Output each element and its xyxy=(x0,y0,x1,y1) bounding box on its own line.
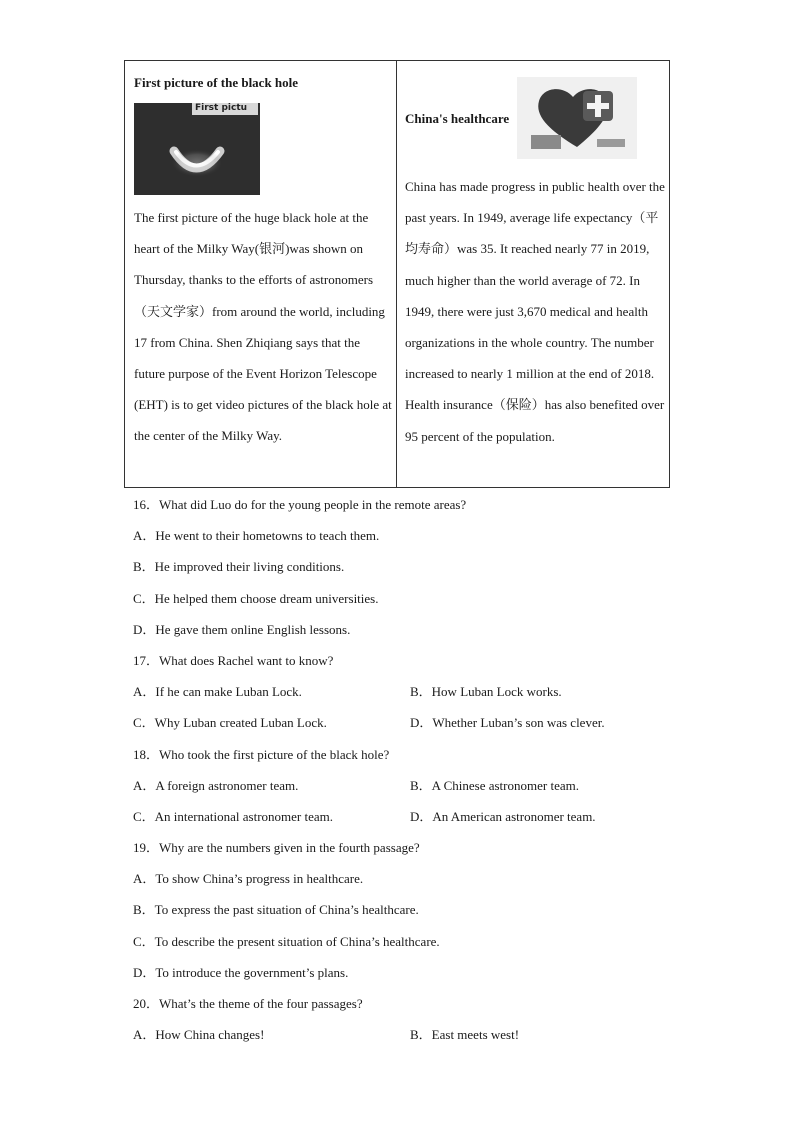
answer-row xyxy=(133,1019,673,1050)
answer-row xyxy=(133,801,673,832)
answer-option[interactable] xyxy=(133,520,673,551)
passage-body: China has made progress in public health over the past years. In 1949, average life expectancy（平均寿命）was 35. It reached nearly 77 in 2019, much higher than the world average of 72. In 1949, there were just 3,670 medical and health organizations in the whole country. The number increased to nearly 1 million at the end of 2018. Health insurance（保险）has also benefited over 95 percent of the population. xyxy=(405,179,665,444)
question-stem: 19．Why are the numbers given in the fourth passage? xyxy=(133,840,420,856)
answer-option[interactable] xyxy=(133,863,673,894)
answer-option[interactable] xyxy=(133,957,673,988)
option-c[interactable]: C．To describe the present situation of China’s healthcare. xyxy=(133,933,440,949)
option-a[interactable]: A．If he can make Luban Lock. xyxy=(133,684,302,700)
option-b[interactable]: B．He improved their living conditions. xyxy=(133,559,345,575)
option-b[interactable]: B．A Chinese astronomer team. xyxy=(410,777,579,793)
passages-table xyxy=(124,60,670,488)
option-d[interactable]: D．To introduce the government’s plans. xyxy=(133,964,349,980)
option-d[interactable]: D．An American astronomer team. xyxy=(410,808,596,824)
passage-cell-black-hole xyxy=(125,61,397,487)
passage-cell-healthcare xyxy=(397,61,669,487)
passage-body: The first picture of the huge black hole at the heart of the Milky Way(银河)was shown on Thursday, thanks to the efforts of astronomers（天文学家）from around the world, including 17 from China. Shen Zhiqiang says that the future purpose of the Event Horizon Telescope (EHT) is to get video pictures of the black hole at the center of the Milky Way. xyxy=(134,210,392,444)
answer-option[interactable] xyxy=(133,926,673,957)
image-caption: First pictu xyxy=(192,103,258,115)
option-c[interactable]: C．He helped them choose dream universities. xyxy=(133,590,379,606)
option-a[interactable]: A．A foreign astronomer team. xyxy=(133,777,299,793)
question-stem: 18．Who took the first picture of the black hole? xyxy=(133,746,390,762)
option-d[interactable]: D．Whether Luban’s son was clever. xyxy=(410,715,605,731)
option-b[interactable]: B．How Luban Lock works. xyxy=(410,684,562,700)
option-b[interactable]: B．To express the past situation of China’s healthcare. xyxy=(133,902,419,918)
option-d[interactable]: D．He gave them online English lessons. xyxy=(133,621,351,637)
answer-row xyxy=(133,676,673,707)
answer-option[interactable] xyxy=(133,551,673,582)
passage-title: First picture of the black hole xyxy=(134,75,299,90)
question-stem: 20．What’s the theme of the four passages? xyxy=(133,996,363,1011)
option-c[interactable]: C．Why Luban created Luban Lock. xyxy=(133,715,327,731)
answer-option[interactable] xyxy=(133,614,673,645)
option-a[interactable]: A．He went to their hometowns to teach them. xyxy=(133,528,380,544)
black-hole-ring-icon xyxy=(134,103,260,195)
answer-option[interactable] xyxy=(133,583,673,614)
answer-row xyxy=(133,707,673,738)
heart-medical-cross-icon xyxy=(517,77,637,159)
answer-option[interactable] xyxy=(133,894,673,925)
question-stem: 17．What does Rachel want to know? xyxy=(133,652,334,668)
option-a[interactable]: A．How China changes! xyxy=(133,1027,265,1043)
questions-section xyxy=(133,489,673,1050)
option-b[interactable]: B．East meets west! xyxy=(410,1027,520,1043)
healthcare-image xyxy=(517,77,637,159)
passage-title: China's healthcare xyxy=(405,111,510,126)
answer-row xyxy=(133,770,673,801)
option-c[interactable]: C．An international astronomer team. xyxy=(133,808,334,824)
black-hole-image xyxy=(134,103,260,195)
option-a[interactable]: A．To show China’s progress in healthcare. xyxy=(133,871,364,887)
question-stem: 16．What did Luo do for the young people in the remote areas? xyxy=(133,497,467,512)
